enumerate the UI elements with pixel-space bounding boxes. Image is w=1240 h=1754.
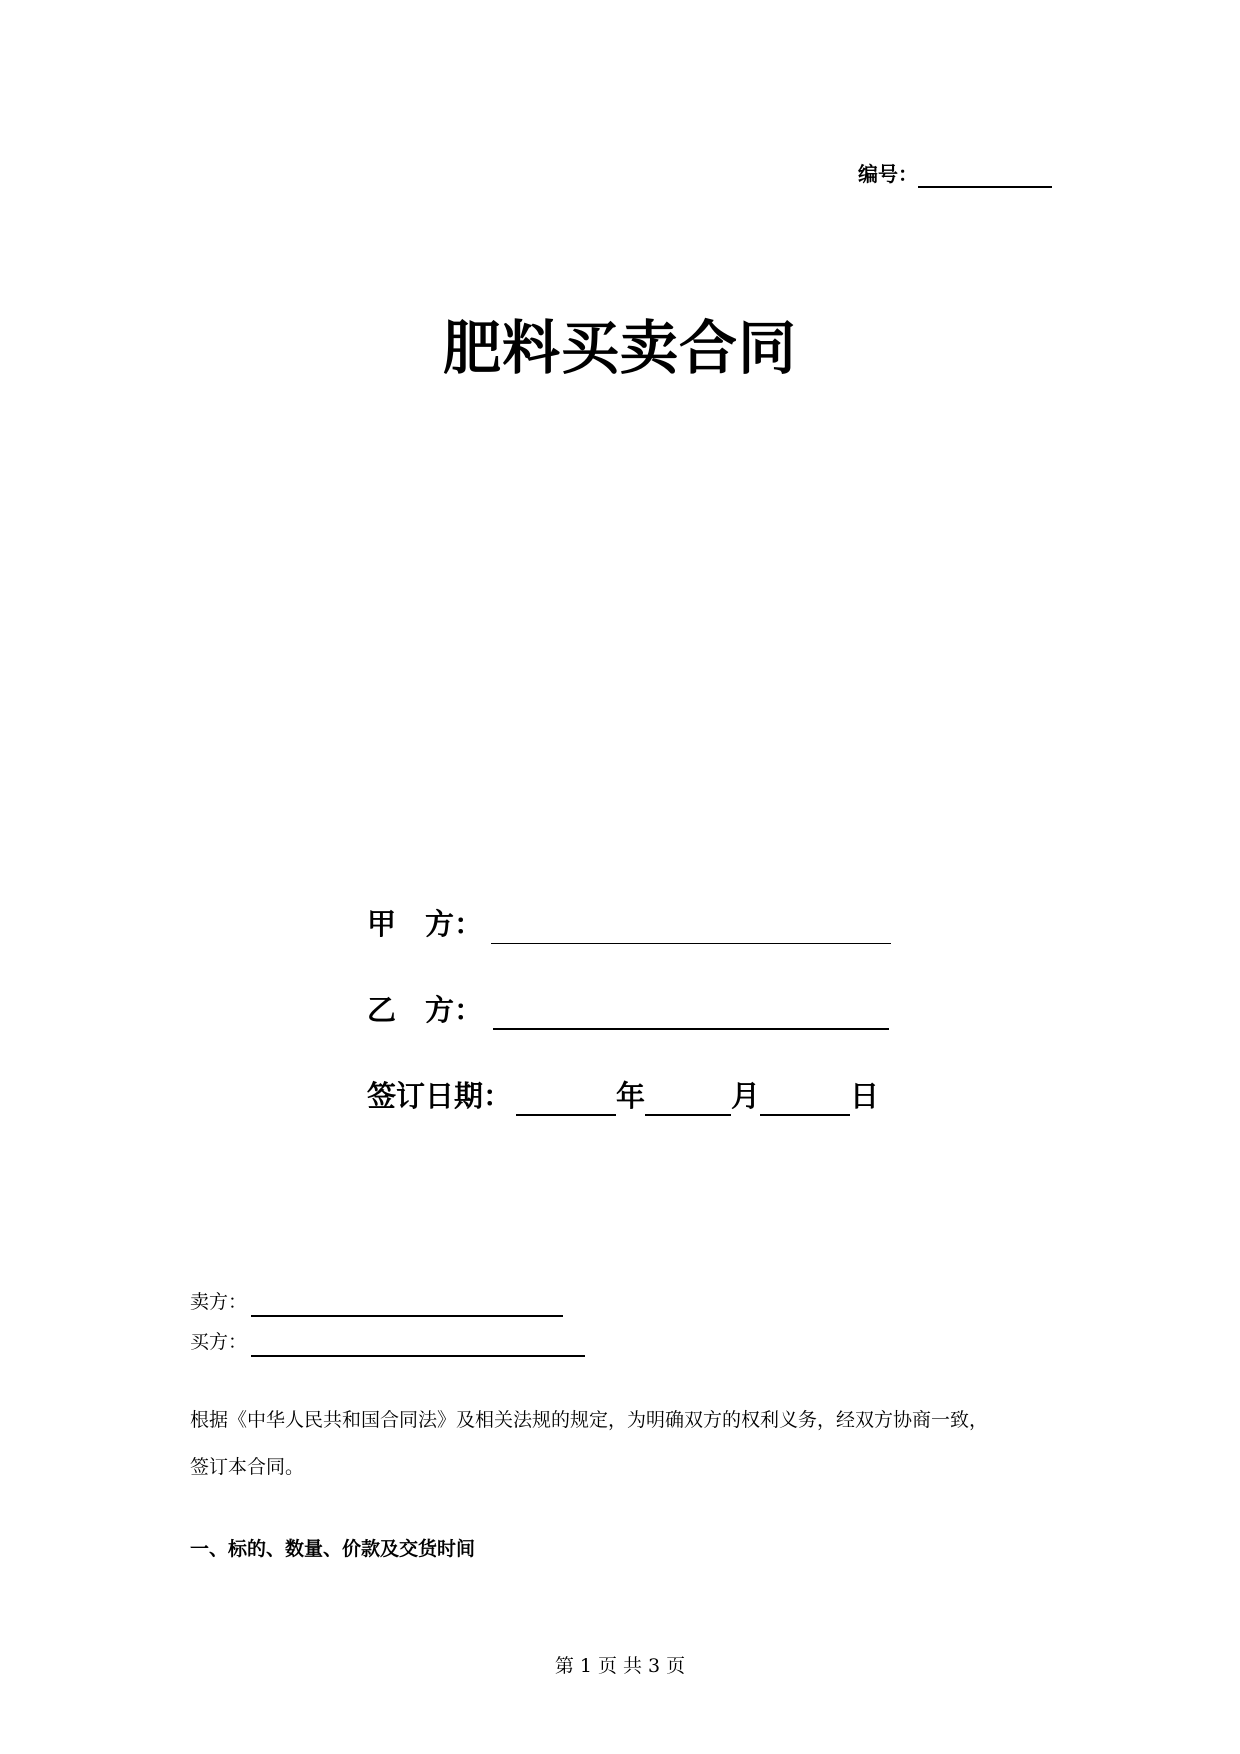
seller-label: 卖方： [190, 1291, 248, 1313]
intro-paragraph-line-1: 根据《中华人民共和国合同法》及相关法规的规定，为明确双方的权利义务，经双方协商一致， [190, 1409, 989, 1431]
seller-row [190, 1287, 563, 1317]
page-indicator: 第 1 页 共 3 页 [554, 1655, 686, 1677]
buyer-field[interactable] [251, 1333, 585, 1357]
section-heading: 一、标的、数量、价款及交货时间 [190, 1538, 476, 1560]
month-label: 月 [731, 1079, 761, 1113]
seller-field[interactable] [251, 1293, 563, 1317]
sign-year-field[interactable] [516, 1092, 616, 1116]
party-b-field[interactable] [493, 1006, 889, 1030]
page-title: 肥料买卖合同 [442, 314, 797, 382]
intro-paragraph-line-2: 签订本合同。 [190, 1456, 305, 1478]
year-label: 年 [616, 1079, 646, 1113]
sign-day-field[interactable] [760, 1092, 850, 1116]
sign-date-row [367, 1076, 879, 1116]
party-a-label: 甲 方： [367, 907, 484, 941]
party-a-row [367, 904, 891, 944]
party-b-label: 乙 方： [367, 993, 484, 1027]
contract-number-field[interactable] [918, 164, 1052, 188]
contract-number [858, 160, 1052, 188]
party-b-row [367, 990, 889, 1030]
sign-date-label: 签订日期： [367, 1079, 513, 1113]
contract-number-label: 编号： [858, 162, 918, 186]
buyer-row [190, 1327, 585, 1357]
party-a-field[interactable] [491, 921, 891, 944]
day-label: 日 [850, 1079, 880, 1113]
sign-month-field[interactable] [645, 1092, 731, 1116]
buyer-label: 买方： [190, 1331, 248, 1353]
